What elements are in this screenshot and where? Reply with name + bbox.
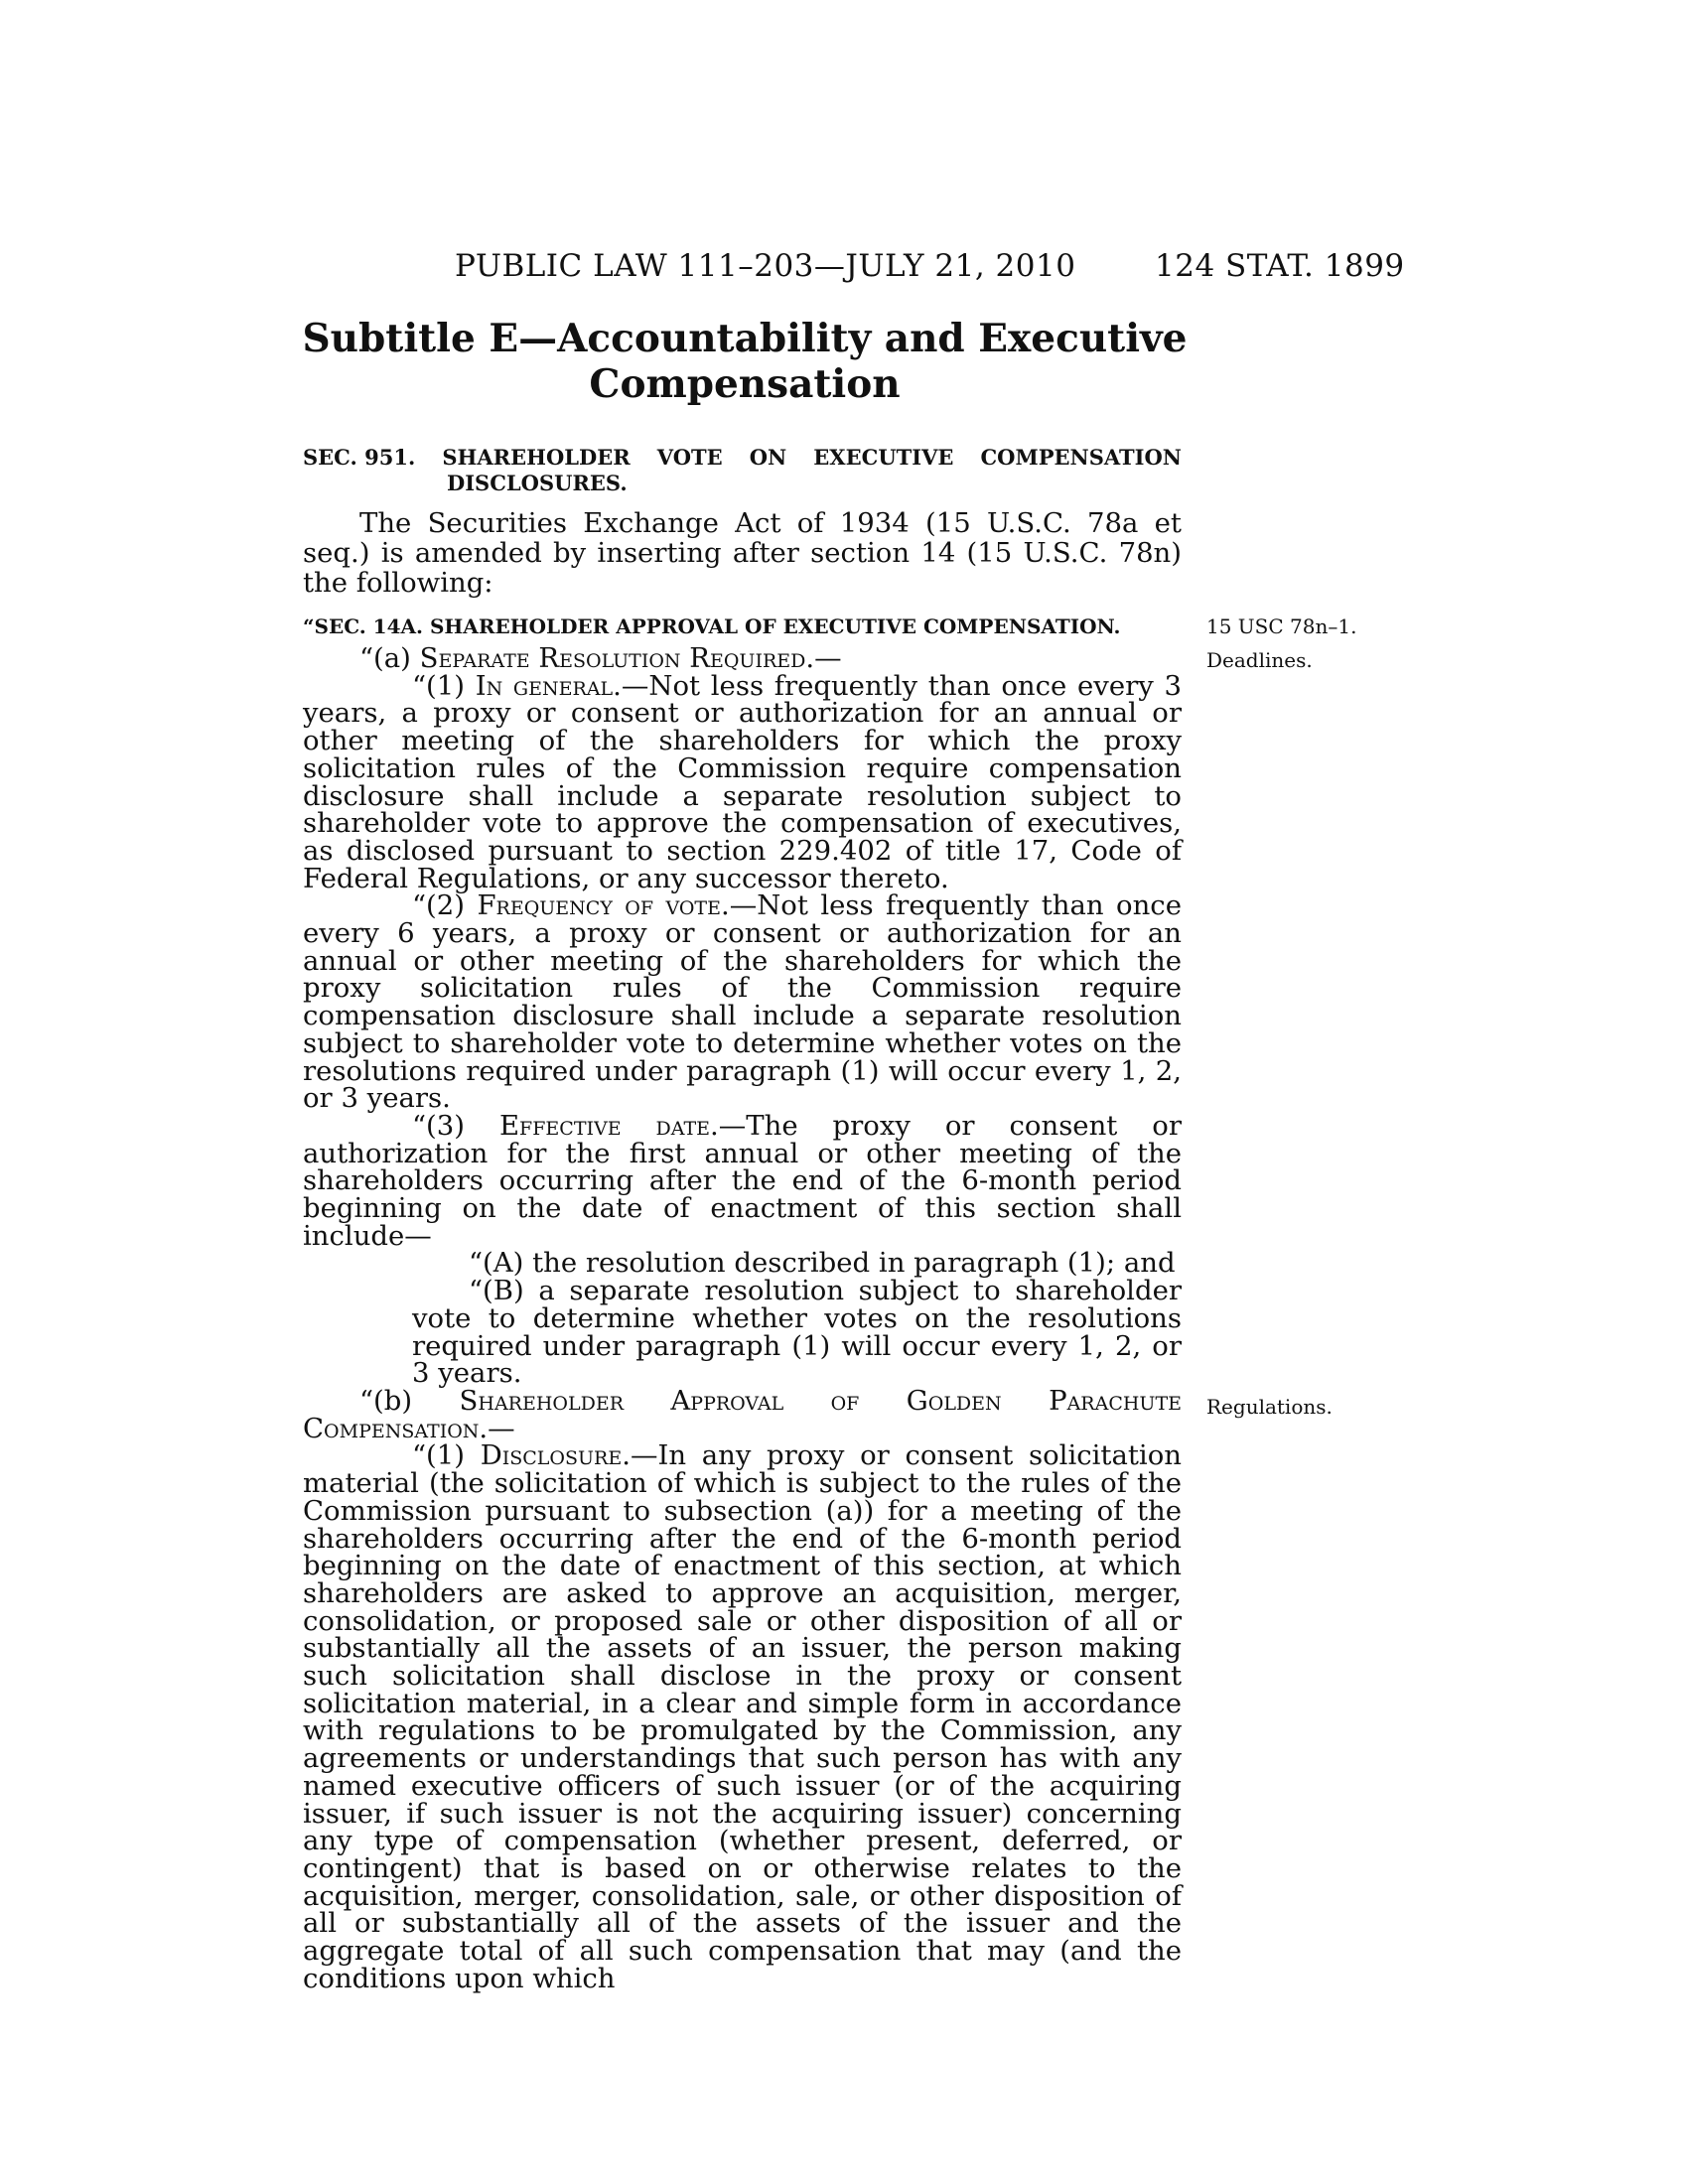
section-body	[303, 642, 1182, 1994]
heading-word: SHAREHOLDER	[442, 445, 631, 470]
section-heading-line-2: DISCLOSURES.	[447, 471, 628, 495]
heading-word: VOTE	[656, 445, 723, 470]
subtitle-line-2: Compensation	[589, 361, 901, 407]
paragraph-title: Disclosure.	[480, 1439, 631, 1472]
paragraph-a1	[303, 669, 1182, 894]
paragraph-text: —Not less frequently than once every 3 years, a proxy or consent or authorization for an annual or other meeting of the shareholders for which the proxy solicitation rules of the Commission require compensation disclosure shall include a separate resolution subject to shareholder vote to approve the compensation of executives, as disclosed pursuant to section 229.402 of title 17, Code of Federal Regulations, or any successor thereto.	[303, 669, 1182, 894]
section-14a-heading: “SEC. 14A. SHAREHOLDER APPROVAL OF EXECUTIVE COMPENSATION.	[303, 614, 1121, 638]
paragraph-text: —Not less frequently than once every 6 years, a proxy or consent or authorization for an annual or other meeting of the shareholders for which the proxy solicitation rules of the Commission require compensation disclosure shall include a separate resolution subject to shareholder vote to determine whether votes on the resolutions required under paragraph (1) will occur every 1, 2, or 3 years.	[303, 889, 1182, 1115]
paragraph-title: Frequency of vote.	[477, 889, 730, 922]
page-number: 124 STAT. 1899	[1155, 248, 1405, 284]
section-951-heading	[303, 445, 1182, 496]
paragraph-prefix: “(1)	[412, 1439, 481, 1472]
subsection-b-heading	[303, 1384, 1182, 1444]
subparagraph-a3B: “(B) a separate resolution subject to shareholder vote to determine whether votes on the resolutions required under paragraph (1) will occur every 1, 2, or 3 years.	[412, 1275, 1182, 1390]
margin-note-deadlines: Deadlines.	[1206, 648, 1313, 672]
heading-word: EXECUTIVE	[813, 445, 954, 470]
subtitle-line-1: Subtitle E—Accountability and Executive	[302, 316, 1188, 361]
subsection-title: Separate Resolution Required.—	[419, 642, 842, 674]
section-label: SEC. 951.	[303, 445, 416, 470]
subsection-a-heading	[303, 642, 1182, 674]
running-header-left: PUBLIC LAW 111–203—JULY 21, 2010	[455, 248, 1076, 284]
paragraph-b1	[303, 1439, 1182, 1994]
margin-note-usc: 15 USC 78n–1.	[1206, 614, 1357, 638]
subtitle-heading	[298, 316, 1192, 407]
intro-paragraph: The Securities Exchange Act of 1934 (15 U.S.C. 78a et seq.) is amended by inserting after section 14 (15 U.S.C. 78n) the following:	[303, 507, 1182, 599]
paragraph-title: In general.	[475, 669, 622, 702]
heading-word: COMPENSATION	[980, 445, 1182, 470]
paragraph-text: —The proxy or consent or authorization for the first annual or other meeting of the shareholders occurring after the end of the 6-month period beginning on the date of enactment of this section shall include—	[303, 1109, 1182, 1252]
margin-note-regulations: Regulations.	[1206, 1395, 1333, 1419]
paragraph-a2	[303, 889, 1182, 1115]
subsection-prefix: “(b)	[359, 1384, 460, 1417]
heading-word: ON	[749, 445, 787, 470]
paragraph-prefix: “(2)	[412, 889, 478, 922]
paragraph-prefix: “(1)	[412, 669, 476, 702]
paragraph-text: —In any proxy or consent solicitation material (the solicitation of which is subject to the rules of the Commission pursuant to subsection (a)) for a meeting of the shareholders occurring after the end of the 6-month period beginning on the date of enactment of this section, at which shareholders are asked to approve an acquisition, merger, consolidation, or proposed sale or other disposition of all or substantially all the assets of an issuer, the person making such solicitation shall disclose in the proxy or consent solicitation material, in a clear and simple form in accordance with regulations to be promulgated by the Commission, any agreements or understandings that such person has with any named executive officers of such issuer (or of the acquiring issuer, if such issuer is not the acquiring issuer) concerning any type of compensation (whether present, deferred, or contingent) that is based on or otherwise relates to the acquisition, merger, consolidation, sale, or other disposition of all or substantially all of the assets of the issuer and the aggregate total of all such compensation that may (and the conditions upon which	[303, 1439, 1182, 1994]
subsection-title: Shareholder Approval of Golden Parachute Compensation.—	[303, 1384, 1182, 1444]
paragraph-title: Effective date.	[498, 1109, 719, 1142]
paragraph-a3	[303, 1109, 1182, 1252]
subparagraph-a3A: “(A) the resolution described in paragraph (1); and	[469, 1247, 1176, 1280]
subsection-prefix: “(a)	[359, 642, 420, 674]
paragraph-prefix: “(3)	[412, 1109, 499, 1142]
